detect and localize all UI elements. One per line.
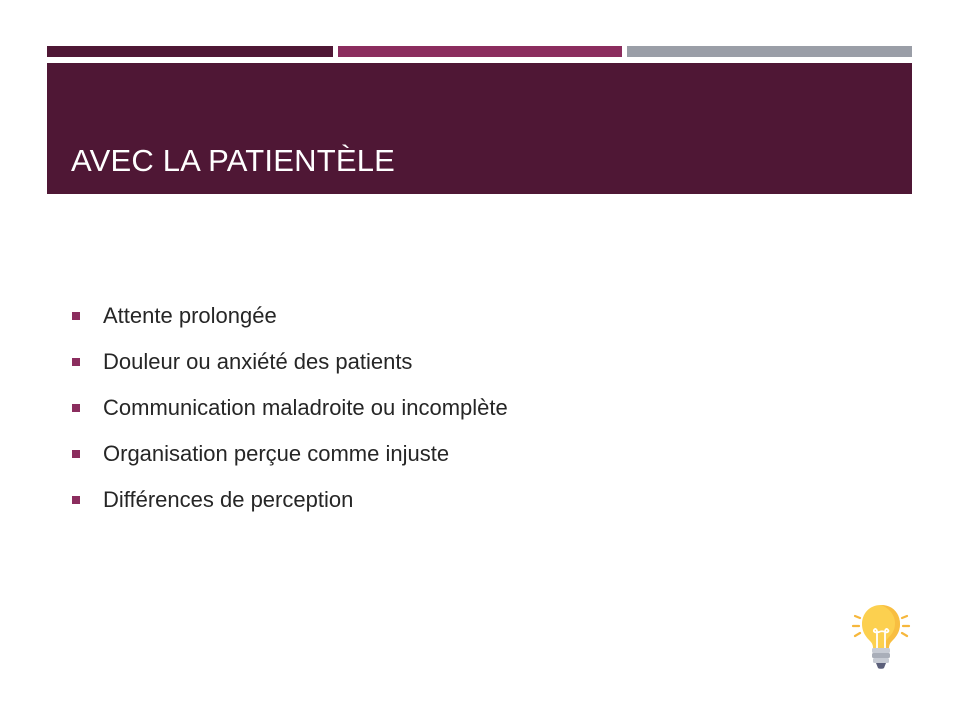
square-bullet-icon — [72, 450, 80, 458]
bullet-item — [72, 339, 508, 385]
bullet-list — [72, 293, 508, 523]
bullet-text: Organisation perçue comme injuste — [103, 441, 450, 466]
bullet-text: Différences de perception — [103, 487, 354, 512]
bullet-item — [72, 385, 508, 431]
accent-bar-dark — [47, 46, 333, 57]
accent-bar-gray — [627, 46, 912, 57]
title-band — [47, 63, 912, 194]
accent-bar-magenta — [338, 46, 622, 57]
lightbulb-icon — [850, 602, 912, 672]
bullet-item — [72, 431, 508, 477]
square-bullet-icon — [72, 358, 80, 366]
bullet-item — [72, 477, 508, 523]
bullet-item — [72, 293, 508, 339]
square-bullet-icon — [72, 404, 80, 412]
bullet-text: Communication maladroite ou incomplète — [103, 395, 508, 420]
bullet-text: Douleur ou anxiété des patients — [103, 349, 413, 374]
bullet-text: Attente prolongée — [103, 303, 277, 328]
slide-title: AVEC LA PATIENTÈLE — [71, 143, 396, 178]
square-bullet-icon — [72, 496, 80, 504]
square-bullet-icon — [72, 312, 80, 320]
